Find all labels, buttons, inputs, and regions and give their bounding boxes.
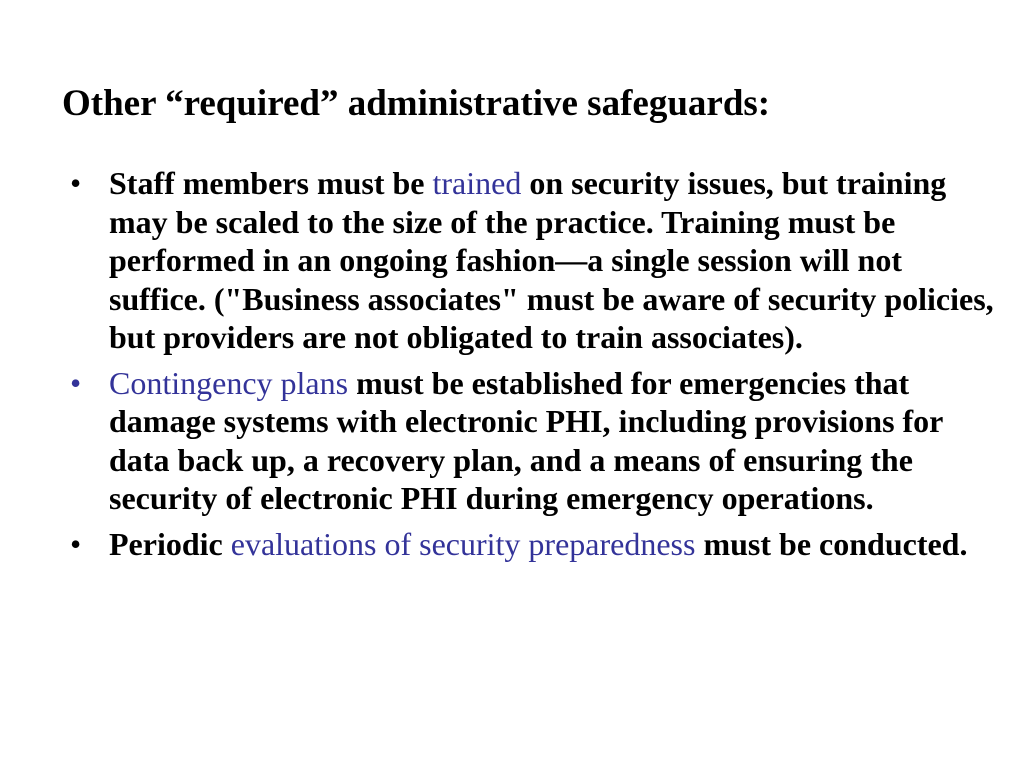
bullet-highlight-contingency-plans: Contingency plans [109,364,349,401]
bullet-item-contingency [70,364,1000,518]
bullet-highlight-trained: trained [432,165,522,201]
bullet-item-training [70,164,1000,357]
bullet-text-before: Staff members must be [109,165,433,201]
slide-title: Other “required” administrative safeguards: [62,83,771,124]
bullet-text-after: must be established for emergencies that damage systems with electronic PHI, including provisions for data back up, a recovery plan, and a means of ensuring the security of electronic PHI during emergency operations. [109,364,943,516]
bullet-item-evaluations [70,525,1000,564]
bullet-marker: • [70,525,82,562]
bullet-marker: • [70,165,82,201]
bullet-text-after: must be conducted. [695,525,968,562]
bullet-text-before: Periodic [109,525,231,562]
bullet-text-after: on security issues, but training may be scaled to the size of the practice. Training must be performed in an ongoing fashion—a single session will not suffice. ("Business associates" must be aware of security policies, but providers are not obligated to train associates). [109,165,994,355]
bullet-highlight-evaluations: evaluations of security preparedness [230,525,696,562]
bullet-list [70,164,1000,570]
bullet-marker: • [70,364,82,401]
